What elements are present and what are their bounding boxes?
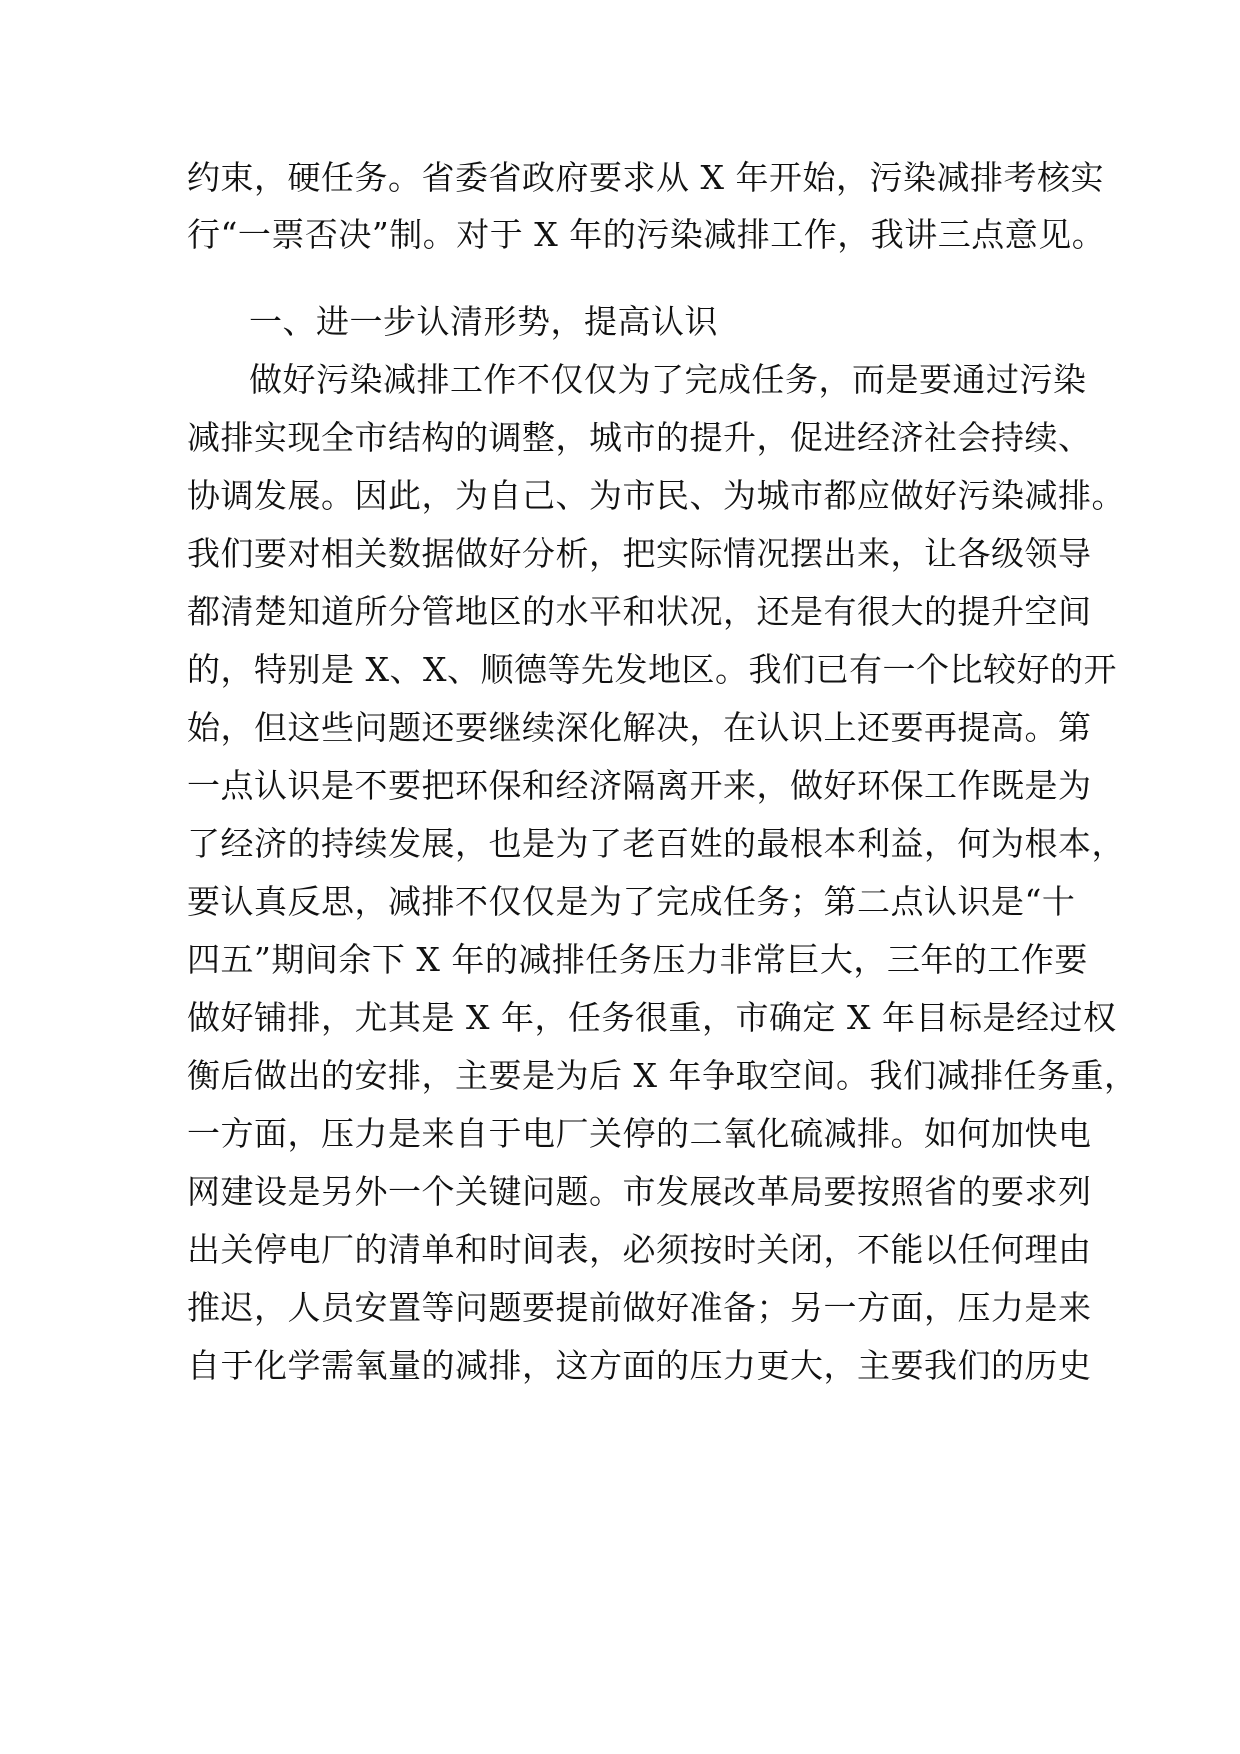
section-heading: 一、进一步认清形势，提高认识: [249, 302, 718, 341]
paragraph-line: 网建设是另外一个关键问题。市发展改革局要按照省的要求列: [187, 1172, 1092, 1211]
paragraph-line: 一点认识是不要把环保和经济隔离开来，做好环保工作既是为: [187, 766, 1092, 805]
paragraph-line: 了经济的持续发展，也是为了老百姓的最根本利益，何为根本，: [187, 824, 1125, 863]
paragraph-line: 做好污染减排工作不仅仅为了完成任务，而是要通过污染: [249, 360, 1087, 399]
paragraph-line: 一方面，压力是来自于电厂关停的二氧化硫减排。如何加快电: [187, 1114, 1092, 1153]
paragraph-line: 我们要对相关数据做好分析，把实际情况摆出来，让各级领导: [187, 534, 1092, 573]
paragraph-line: 四五”期间余下 X 年的减排任务压力非常巨大，三年的工作要: [187, 940, 1088, 979]
paragraph-line: 要认真反思，减排不仅仅是为了完成任务；第二点认识是“十: [187, 882, 1076, 921]
paragraph-line: 自于化学需氧量的减排，这方面的压力更大，主要我们的历史: [187, 1346, 1092, 1385]
paragraph-line: 的，特别是 X、X、顺德等先发地区。我们已有一个比较好的开: [187, 650, 1117, 689]
paragraph-line: 做好铺排，尤其是 X 年，任务很重，市确定 X 年目标是经过权: [187, 998, 1117, 1037]
paragraph-line: 协调发展。因此，为自己、为市民、为城市都应做好污染减排。: [187, 476, 1125, 515]
paragraph-line: 推迟，人员安置等问题要提前做好准备；另一方面，压力是来: [187, 1288, 1092, 1327]
paragraph-line: 衡后做出的安排，主要是为后 X 年争取空间。我们减排任务重，: [187, 1056, 1138, 1095]
paragraph-line: 始，但这些问题还要继续深化解决，在认识上还要再提高。第: [187, 708, 1092, 747]
paragraph-line: 减排实现全市结构的调整，城市的提升，促进经济社会持续、: [187, 418, 1092, 457]
paragraph-line: 都清楚知道所分管地区的水平和状况，还是有很大的提升空间: [187, 592, 1092, 631]
intro-line-1: 约束，硬任务。省委省政府要求从 X 年开始，污染减排考核实: [187, 158, 1104, 197]
intro-line-2: 行“一票否决”制。对于 X 年的污染减排工作，我讲三点意见。: [187, 215, 1106, 254]
paragraph-line: 出关停电厂的清单和时间表，必须按时关闭，不能以任何理由: [187, 1230, 1092, 1269]
